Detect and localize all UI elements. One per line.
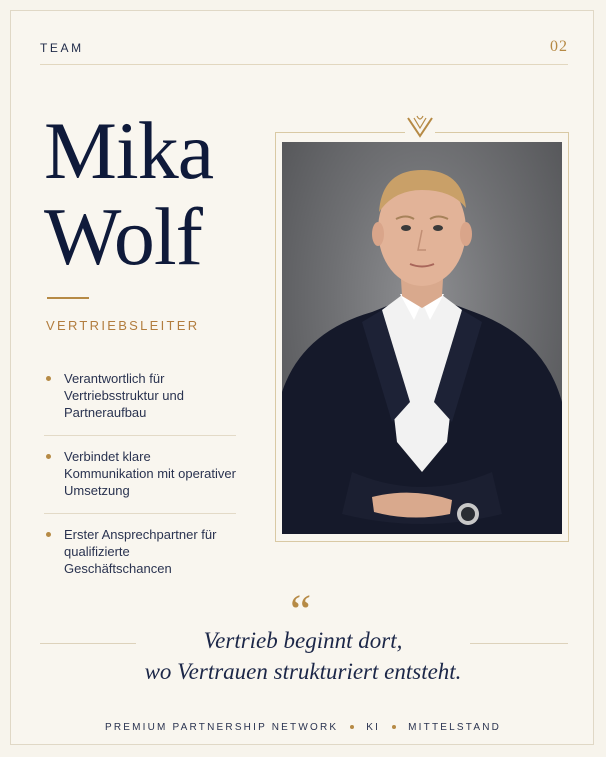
first-name: Mika: [44, 105, 214, 196]
highlight-text: Verantwortlich für Vertriebsstruktur und Partneraufbau: [64, 371, 184, 420]
quote-line-2: wo Vertrauen strukturiert entsteht.: [144, 659, 462, 684]
footer: [0, 722, 606, 733]
highlight-item: [44, 448, 236, 514]
highlight-item: [44, 526, 236, 591]
highlight-text: Erster Ansprechpartner für qualifizierte Geschäftschancen: [64, 527, 217, 576]
bullet-dot-icon: [46, 454, 51, 459]
footer-item: PREMIUM PARTNERSHIP NETWORK: [104, 722, 339, 733]
footer-item: MITTELSTAND: [408, 722, 502, 733]
role-title: VERTRIEBSLEITER: [46, 318, 200, 333]
quote-mark-icon: “: [290, 585, 312, 638]
footer-separator-dot-icon: [392, 725, 396, 729]
quote-line-1: Vertrieb beginnt dort,: [203, 628, 403, 653]
footer-separator-dot-icon: [350, 725, 354, 729]
highlight-text: Verbindet klare Kommunikation mit operativer Umsetzung: [64, 449, 236, 498]
last-name: Wolf: [44, 191, 202, 282]
quote-text: [0, 625, 606, 687]
footer-item: KI: [366, 722, 381, 733]
portrait-photo: [282, 142, 562, 534]
header-divider: [40, 64, 568, 65]
bullet-dot-icon: [46, 532, 51, 537]
page-number: 02: [550, 38, 568, 55]
bullet-dot-icon: [46, 376, 51, 381]
section-label: TEAM: [40, 41, 84, 55]
name-accent-divider: [47, 297, 89, 299]
highlights-list: [44, 370, 236, 603]
person-name: [44, 105, 214, 282]
highlight-item: [44, 370, 236, 436]
monogram-icon: [405, 114, 435, 140]
